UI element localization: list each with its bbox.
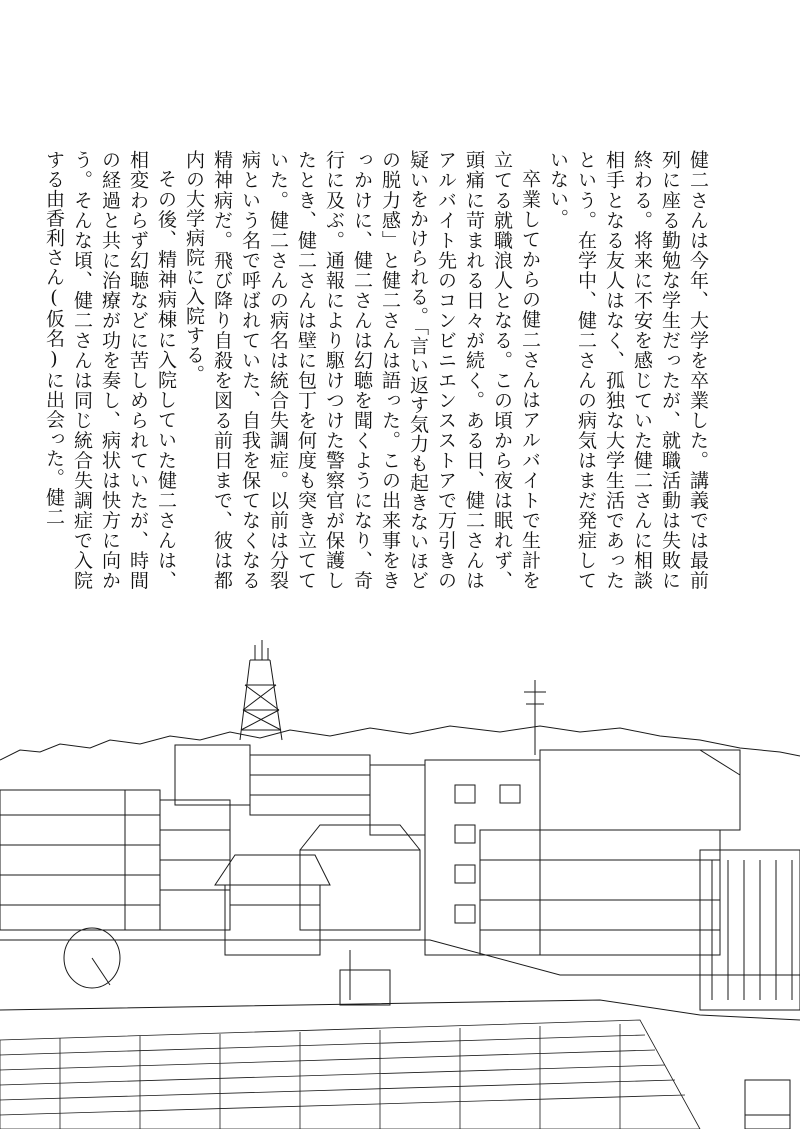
center-tall-building: [425, 760, 540, 955]
house-pitched-roof: [215, 825, 420, 955]
middle-building: [160, 800, 230, 930]
foreground-roof: [0, 1020, 700, 1129]
radio-tower: [240, 640, 282, 740]
antenna: [524, 680, 546, 755]
right-building: [480, 750, 740, 955]
rooftops-foreground: [0, 940, 800, 1020]
paragraph-1: 健二さんは今年、大学を卒業した。講義では最前列に座る勤勉な学生だったが、就職活動は失敗に終わる。将来に不安を感じていた健二さんに相談相手となる友人はなく、孤独な大学生活であったという。在学中、健二さんの病気はまだ発症していない。: [547, 150, 709, 590]
paragraph-3: その後、精神病棟に入院していた健二さんは、相変わらず幻聴などに苦しめられていたが、時間の経過と共に治療が功を奏し、病状は快方に向かう。そんな頃、健二さんは同じ統合失調症で入院する由香利さん(仮名)に出会った。健二: [43, 150, 177, 590]
vertical-text-block: [43, 150, 712, 590]
paragraph-2: 卒業してからの健二さんはアルバイトで生計を立てる就職浪人となる。この頃から夜は眠れず、頭痛に苛まれる日々が続く。ある日、健二さんはアルバイト先のコンビニエンスストアで万引きの疑いをかけられる。「言い返す気力も起きないほどの脱力感」と健二さんは語った。この出来事をきっかけに、健二さんは幻聴を聞くようになり、奇行に及ぶ。通報により駆けつけた警察官が保護したとき、健二さんは壁に包丁を何度も突き立てていた。健二さんの病名は統合失調症。以前は分裂病という名で呼ばれていた、自我を保てなくなる精神病だ。飛び降り自殺を図る前日まで、彼は都内の大学病院に入院する。: [183, 150, 541, 590]
cityscape-illustration: [0, 640, 800, 1129]
distant-skyline: [0, 726, 800, 760]
ac-units: [745, 1080, 790, 1129]
satellite-dish: [64, 928, 120, 988]
mid-distance-buildings: [175, 745, 425, 835]
left-apartment-building: [0, 790, 160, 930]
